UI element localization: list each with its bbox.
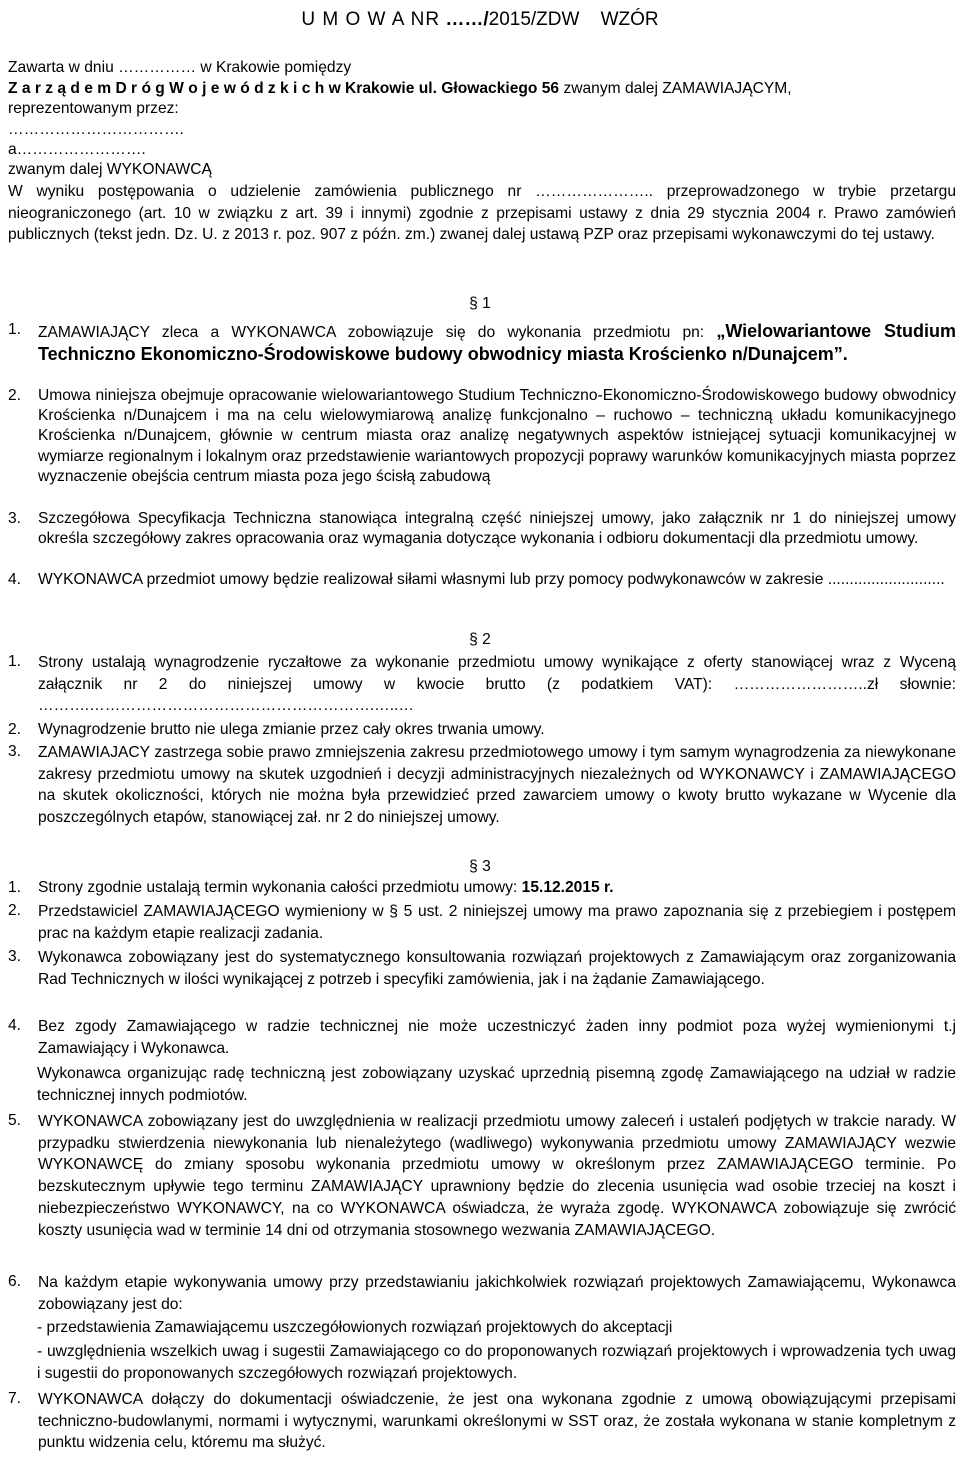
item-number: 4. [8,1017,22,1034]
item-text: ZAMAWIAJACY zastrzega sobie prawo zmniejszenia zakresu przedmiotowego umowy i tym samym wynagrodzenia za niewykonane zakresy przedmiotu umowy na skutek uzgodnień i decyzji administracyjnych niezależnych od WYKONAWCY i ZAMAWIAJĄCEGO na skutek okoliczności, których nie można była przewidzieć przed zawarciem umowy o kwoty brutto wykazane w Wycenie dla poszczególnych etapów, stanowiącej zał. nr 2 do niniejszej umowy. [38,744,956,826]
item-text: Na każdym etapie wykonywania umowy przy przedstawianiu jakichkolwiek rozwiązań projektowych Zamawiającemu, Wykonawca zobowiązany jest do: [38,1274,956,1313]
title-part-number: ……/ [445,9,489,30]
section-3-heading: § 3 [469,858,491,875]
section-3-item-1 [8,878,956,898]
section-2-item-3 [8,742,956,828]
item-number: 5. [8,1112,22,1129]
intro-zamawiajacy: zwanym dalej ZAMAWIAJĄCYM, [559,80,792,97]
title-part-umowa: U M O W A NR [301,9,441,30]
item-number: 3. [8,948,22,965]
item-number: 3. [8,510,22,527]
item-number: 4. [8,571,22,588]
section-3-item-4-continuation: Wykonawca organizując radę techniczną jest zobowiązany uzyskać uprzednią pisemną zgodę Zamawiającego na udział w radzie technicznej innych podmiotów. [37,1065,956,1104]
item-number: 7. [8,1390,22,1407]
item-text: WYKONAWCA dołączy do dokumentacji oświadczenie, że jest ona wykonana zgodnie z umową obowiązującymi przepisami techniczno-budowlanymi, normami i wytycznymi, warunkami określonymi w SST oraz, że została wykonana w stanie kompletnym z punktu widzenia celu, któremu ma służyć. [38,1391,956,1451]
item-text: Umowa niniejsza obejmuje opracowanie wielowariantowego Studium Techniczno-Ekonomiczno-Środowiskowego budowy obwodnicy Krościenka n/Dunajcem i ma na celu wielowymiarową analizę funkcjonalno – ruchowo – techniczną układu komunikacyjnego Krościenka n/Dunajcem, głównie w centrum miasta oraz analizę negatywnych aspektów istniejącej sytuacji komunikacyjnej w wymiarze regionalnym i lokalnym oraz przedstawienie wariantowych propozycji poprawy warunków komunikacyjnych miasta poprzez wyznaczenie obejścia centrum miasta poza jego ścisłą zabudową [38,387,956,485]
document-title [0,8,960,32]
section-2-item-2 [8,720,956,740]
title-part-year: 2015/ZDW [488,9,580,30]
item-number: 2. [8,387,22,404]
item-number: 2. [8,721,22,738]
intro-line-a: a……………………. [8,141,146,158]
section-1-item-1 [8,320,956,366]
section-3-item-6-bullet-1: - przedstawienia Zamawiającemu uszczegółowionych rozwiązań projektowych do akceptacji [37,1319,673,1336]
item-number: 1. [8,879,22,896]
item-title-bold: „Wielowariantowe Studium Techniczno Ekonomiczno-Środowiskowe budowy obwodnicy miasta Krościenko n/Dunajcem”. [38,321,956,364]
item-number: 3. [8,743,22,760]
item-text: Strony ustalają wynagrodzenie ryczałtowe za wykonanie przedmiotu umowy wynikające z oferty stanowiącej wraz z Wyceną załącznik nr 2 do niniejszej umowy w kwocie brutto (z podatkiem VAT): ……………………..zł słownie: ……….……………………………………………….…..… [38,654,956,714]
section-2-heading: § 2 [469,631,491,648]
item-text: Przedstawiciel ZAMAWIAJĄCEGO wymieniony w § 5 ust. 2 niniejszej umowy ma prawo zapoznania się z przebiegiem i postępem prac na każdym etapie realizacji zadania. [38,903,956,942]
section-3-item-4 [8,1016,956,1059]
item-text: WYKONAWCA zobowiązany jest do uwzględnienia w realizacji przedmiotu umowy zaleceń i ustaleń podjętych w trakcie narady. W przypadku stwierdzenia niewykonania lub nienależytego (wadliwego) wykonywania przedmiotu umowy ZAMAWIAJĄCY wezwie WYKONAWCĘ do zmiany sposobu wykonania przedmiotu umowy w określonym przez ZAMAWIAJĄCEGO terminie. Po bezskutecznym upływie tego terminu ZAMAWIAJĄCY uprawniony będzie do zlecenia usunięcia wad osobie trzeciej na koszt i niebezpieczeństwo WYKONAWCY, na co WYKONAWCA oświadcza, że wyraża zgodę. WYKONAWCA zobowiązuje się zwrócić koszty usunięcia wad w terminie 14 dni od otrzymania stosownego wezwania ZAMAWIAJĄCEGO. [38,1113,956,1239]
section-3-item-6-bullet-2: - uwzględnienia wszelkich uwag i sugestii Zamawiającego co do proponowanych rozwiązań projektowych i wprowadzenia tych uwag i sugestii do proponowanych szczegółowych rozwiązań projektowych. [37,1343,956,1382]
item-text: ZAMAWIAJĄCY zleca a WYKONAWCA zobowiązuje się do wykonania przedmiotu pn: [38,324,717,341]
item-text: WYKONAWCA przedmiot umowy będzie realizował siłami własnymi lub przy pomocy podwykonawców w zakresie ........................... [38,571,945,588]
intro-line-parties [8,79,956,99]
intro-line-wykonawca: zwanym dalej WYKONAWCĄ [8,161,212,178]
item-number: 2. [8,902,22,919]
section-3-item-3 [8,947,956,990]
section-1-item-3 [8,509,956,549]
section-3-item-6 [8,1272,956,1315]
intro-paragraph: W wyniku postępowania o udzielenie zamówienia publicznego nr ………………….. przeprowadzonego w trybie przetargu nieograniczonego (art. 10 w związku z art. 39 i innymi) zgodnie z przepisami ustawy z dnia 29 stycznia 2004 r. Prawo zamówień publicznych (tekst jedn. Dz. U. z 2013 r. poz. 907 z późn. zm.) zwanej dalej ustawą PZP oraz przepisami wykonawczymi do tej ustawy. [8,183,956,243]
item-number: 1. [8,321,22,338]
intro-zdw-name: Z a r z ą d e m D r ó g W o j e w ó d z k i c h w Krakowie ul. Głowackiego 56 [8,80,560,97]
section-3-item-2 [8,901,956,944]
deadline-date: 15.12.2015 r. [521,879,614,896]
item-text: Strony zgodnie ustalają termin wykonania całości przedmiotu umowy: [38,879,522,896]
section-1-item-4 [8,570,956,590]
section-3-item-5 [8,1111,956,1241]
item-text: Szczegółowa Specyfikacja Techniczna stanowiąca integralną część niniejszej umowy, jako załącznik nr 1 do niniejszej umowy określa szczegółowy zakres opracowania oraz wymagania dotyczące wykonania i odbioru dokumentacji dla przedmiotu umowy. [38,510,956,548]
section-1-item-2 [8,386,956,487]
section-1-heading: § 1 [469,295,491,312]
section-2-item-1 [8,652,956,717]
item-number: 6. [8,1273,22,1290]
item-text: Wynagrodzenie brutto nie ulega zmianie przez cały okres trwania umowy. [38,721,545,738]
title-part-wzor: WZÓR [600,9,659,30]
intro-line-represented: reprezentowanym przez: [8,100,179,117]
item-number: 1. [8,653,22,670]
item-text: Wykonawca zobowiązany jest do systematycznego konsultowania rozwiązań projektowych z Zamawiającym oraz zorganizowania Rad Technicznych w ilości wynikającej z potrzeb i specyfiki zamówienia, jak i na żądanie Zamawiającego. [38,949,956,988]
section-3-item-7 [8,1389,956,1454]
intro-line-date: Zawarta w dniu …………… w Krakowie pomiędzy [8,59,352,76]
intro-line-dots: ……………………………. [8,121,184,138]
item-text: Bez zgody Zamawiającego w radzie technicznej nie może uczestniczyć żaden inny podmiot poza wyżej wymienionymi t.j Zamawiający i Wykonawca. [38,1018,956,1057]
